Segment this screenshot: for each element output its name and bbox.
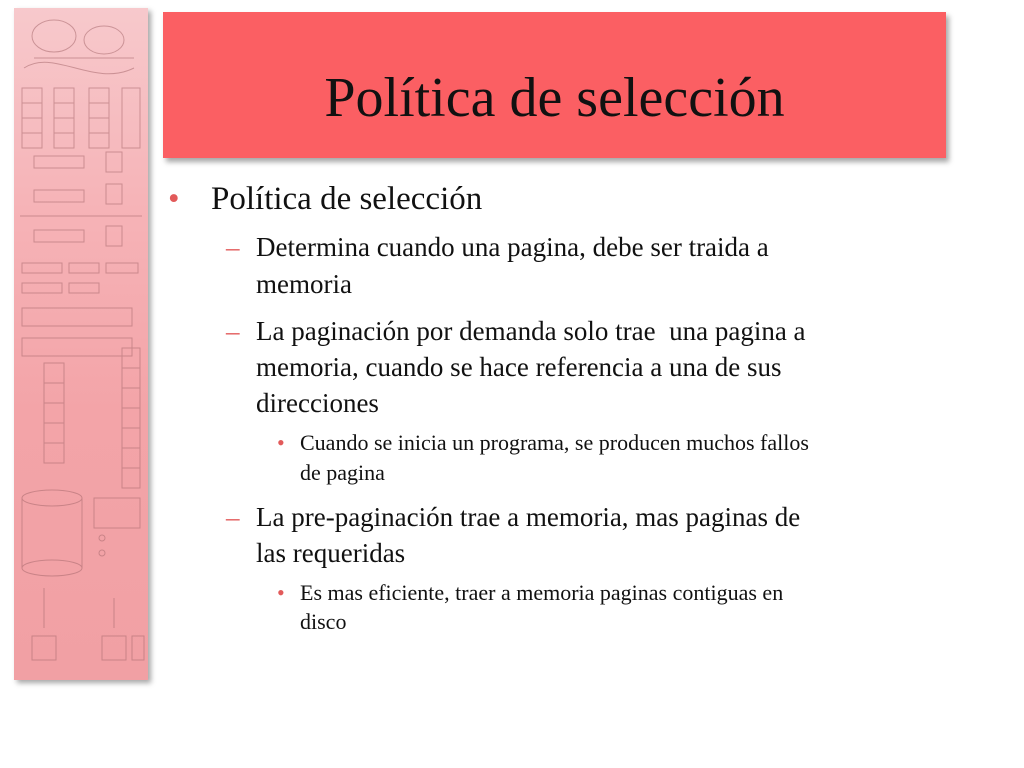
bullet-text-line: Determina cuando una pagina, debe ser traida a	[256, 232, 769, 262]
bullet-text: Política de selección	[211, 181, 483, 217]
bullet-text-line: direcciones	[256, 388, 379, 418]
bullet-marker: •	[168, 181, 180, 217]
bullet-text-line: de pagina	[300, 460, 385, 485]
bullet-text-line: Cuando se inicia un programa, se producen muchos fallos	[300, 430, 809, 455]
bullet-text-line: disco	[300, 609, 347, 634]
bullet-text-line: memoria, cuando se hace referencia a una de sus	[256, 352, 782, 382]
bullet-marker: –	[226, 232, 240, 262]
bullet-text-line: Es mas eficiente, traer a memoria paginas contiguas en	[300, 580, 784, 605]
bullet-marker: –	[226, 316, 240, 346]
bullet-marker: •	[277, 430, 285, 455]
bullet-marker: –	[226, 502, 240, 532]
title-banner	[163, 12, 946, 158]
bullet-text-line: las requeridas	[256, 538, 406, 568]
bullet-text-line: La pre-paginación trae a memoria, mas paginas de	[256, 502, 801, 532]
bullet-text-line: memoria	[256, 269, 352, 299]
slide-title: Política de selección	[324, 67, 785, 129]
bullet-marker: •	[277, 580, 285, 605]
bullet-text-line: La paginación por demanda solo trae una pagina a	[256, 316, 806, 346]
decorative-diagram-graphic	[14, 8, 148, 680]
decorative-diagram-panel	[14, 8, 148, 680]
